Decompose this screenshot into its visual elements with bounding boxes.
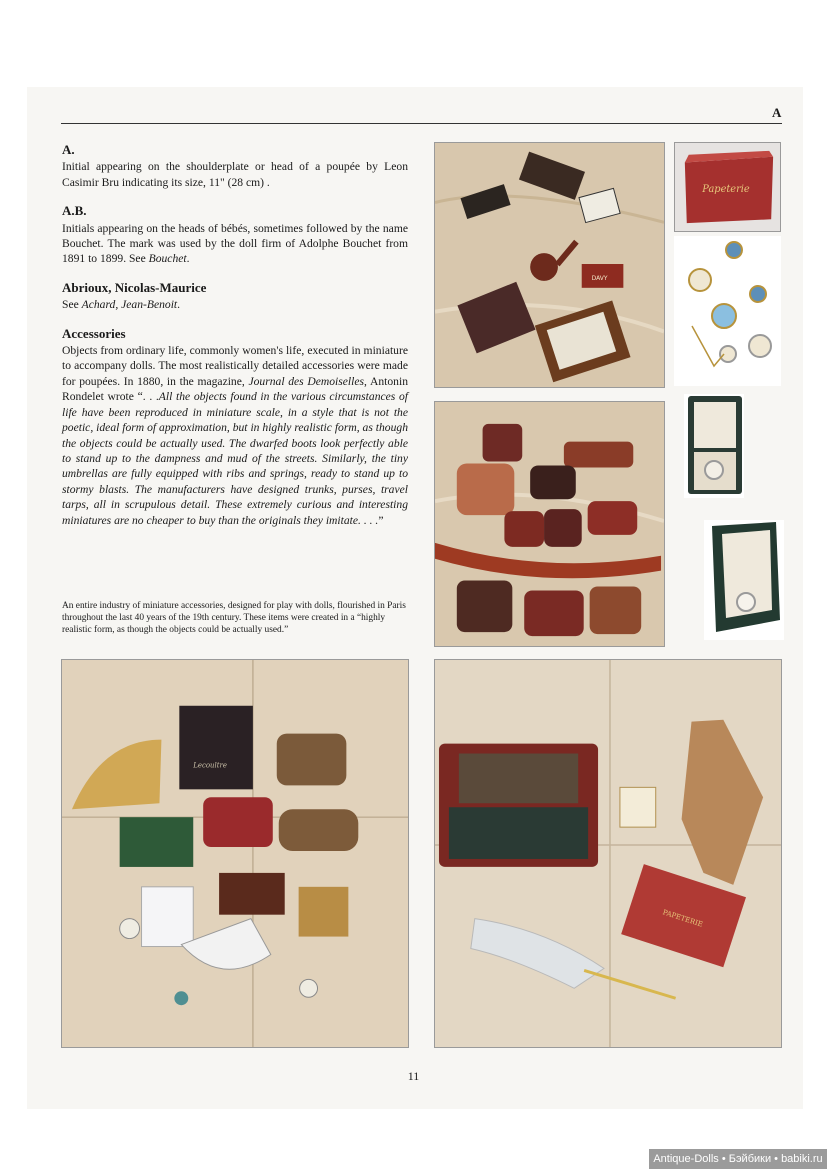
photo-watch-case-1	[684, 394, 744, 498]
entry-term: A.	[62, 142, 75, 157]
games-illustration	[435, 143, 664, 387]
entry-text: .	[177, 298, 181, 312]
watches-illustration	[674, 236, 781, 386]
entry-term: Abrioux, Nicolas-Maurice	[62, 279, 207, 295]
entry-text: Objects from ordinary life, commonly women's life, executed in miniature to accompany dolls. The most realistically detailed accessories were made for poupées. In 1880, in the magazine,	[62, 344, 408, 388]
entry-a	[62, 142, 408, 190]
entry-accessories	[62, 326, 408, 528]
entry-body	[62, 221, 408, 267]
bag-label: Lecoultre	[193, 761, 227, 770]
photo-watches	[674, 236, 781, 386]
entry-text: See	[62, 298, 82, 312]
purses-illustration	[435, 402, 664, 646]
box-label: PAPETERIE	[661, 908, 704, 929]
photo-accessories-right	[434, 659, 782, 1048]
travel-illustration	[435, 660, 781, 1047]
photo-miniature-purses	[434, 401, 665, 647]
entry-body	[62, 343, 408, 528]
entry-body	[62, 297, 408, 312]
cross-reference-link[interactable]: Achard, Jean-Benoit	[81, 298, 178, 312]
entry-body: Initial appearing on the shoulderplate or head of a poupée by Leon Casimir Bru indicating its size, 11" (28 cm) .	[62, 160, 408, 189]
page-number: 11	[407, 1069, 420, 1083]
watch-case-illustration	[684, 394, 744, 498]
magazine-title: Journal des Demoiselles	[248, 374, 365, 388]
entry-ab	[62, 203, 408, 267]
entry-term: A.B.	[62, 203, 87, 219]
entry-text: , Antonin Rondelet wrote “. . .	[62, 374, 408, 404]
section-letter: A	[772, 105, 782, 120]
box-illustration	[675, 143, 780, 231]
quotation: All the objects found in the various circumstances of life have been reproduced in miniature scale, in a style that is not the poetic, ideal form of approximation, but in highly realistic form, as though the objects could be actually used. The dwarfed boots look perfectly able to stand up to the dampness and mud of the streets. Similarly, the tiny umbrellas are fully equipped with ribs and springs, ready to stand up to stormy blasts. The manufacturers have designed trunks, purses, travel tarps, all in scrupulous detail. These extremely curious and interesting miniatures are no cheaper to buy than the originals they imitate. . . .	[62, 390, 408, 527]
photo-stationery-box	[674, 142, 781, 232]
entry-abrioux	[62, 280, 408, 313]
photo-caption: An entire industry of miniature accessories, designed for play with dolls, flourished in Paris throughout the last 40 years of the 19th century. These items were created in a “highly realistic form, as though the objects could be actually used.”	[62, 601, 406, 636]
case-label: DAVY	[591, 274, 608, 282]
accessories-illustration	[62, 660, 408, 1047]
text-column	[62, 142, 408, 541]
site-watermark: Antique-Dolls • Бэйбики • babiki.ru	[649, 1149, 827, 1169]
photo-miniature-games	[434, 142, 665, 388]
photo-watch-case-2	[704, 520, 784, 640]
entry-text: Initials appearing on the heads of bébés, sometimes followed by the name Bouchet. The mark was used by the doll firm of Adolphe Bouchet from 1891 to 1899. See	[62, 221, 408, 266]
box-label: Papeterie	[702, 183, 750, 195]
entry-term: Accessories	[62, 325, 126, 341]
entry-text: .	[186, 252, 190, 266]
cross-reference-link[interactable]: Bouchet	[148, 252, 187, 266]
photo-accessories-left	[61, 659, 409, 1048]
watch-case-illustration	[704, 520, 784, 640]
header-rule	[61, 123, 782, 124]
entry-text: ”	[378, 513, 384, 527]
